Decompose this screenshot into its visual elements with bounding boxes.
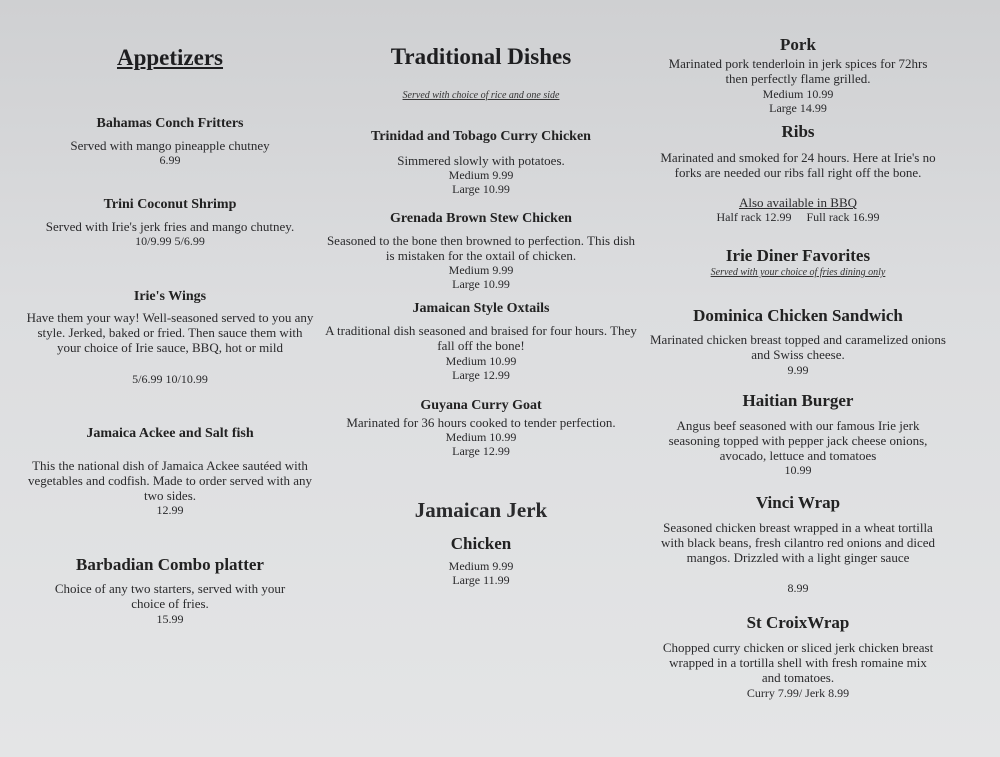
item-price: 12.99 <box>156 503 184 517</box>
traditional-column <box>325 0 637 757</box>
item-description: Seasoned to the bone then browned to perfection. This dish is mistaken for the oxtail of chicken. <box>326 233 636 263</box>
item-name: Haitian Burger <box>742 391 854 410</box>
item-name: Trini Coconut Shrimp <box>103 197 237 212</box>
item-name: Jamaica Ackee and Salt fish <box>86 426 254 441</box>
item-name: Jamaican Style Oxtails <box>412 301 550 316</box>
item-description: Marinated chicken breast topped and caramelized onions and Swiss cheese. <box>650 332 946 362</box>
item-description: Have them your way! Well-seasoned served to you any style. Jerked, baked or fried. Then sauce them with your choice of Irie sauce, BBQ, hot or mild <box>26 310 314 355</box>
appetizers-heading: Appetizers <box>116 45 224 70</box>
traditional-heading: Traditional Dishes <box>390 44 572 69</box>
item-price: Large 14.99 <box>769 101 827 115</box>
traditional-note: Served with choice of rice and one side <box>402 90 560 101</box>
favorites-heading: Irie Diner Favorites <box>725 246 871 265</box>
item-price: Medium 9.99 <box>448 168 514 182</box>
item-price: 5/6.99 10/10.99 <box>132 372 208 386</box>
item-price: 10.99 <box>784 463 812 477</box>
appetizers-column <box>20 0 320 757</box>
item-name: St CroixWrap <box>746 613 850 632</box>
item-description: This the national dish of Jamaica Ackee sautéed with vegetables and codfish. Made to order served with any two sides. <box>27 458 313 503</box>
item-description: Chopped curry chicken or sliced jerk chicken breast wrapped in a tortilla shell with fresh romaine mix and tomatoes. <box>662 640 934 685</box>
item-price: 8.99 <box>787 581 809 595</box>
item-name: Irie's Wings <box>133 289 207 304</box>
item-price: Curry 7.99/ Jerk 8.99 <box>746 686 850 700</box>
item-description: Simmered slowly with potatoes. <box>397 153 565 168</box>
item-description: Seasoned chicken breast wrapped in a wheat tortilla with black beans, fresh cilantro red onions and diced mangos. Drizzled with a light ginger sauce <box>661 520 935 565</box>
item-price: 6.99 <box>159 153 181 167</box>
item-description: Marinated for 36 hours cooked to tender perfection. <box>346 415 616 430</box>
item-price: Medium 9.99 <box>448 263 514 277</box>
item-price: Medium 10.99 <box>445 354 517 368</box>
pork-name: Pork <box>780 35 816 54</box>
item-name: Barbadian Combo platter <box>76 555 264 574</box>
item-price: Large 11.99 <box>452 573 510 587</box>
bbq-note: Also available in BBQ <box>738 195 858 210</box>
item-name: Grenada Brown Stew Chicken <box>390 211 572 226</box>
item-price: Medium 10.99 <box>445 430 517 444</box>
item-name: Trinidad and Tobago Curry Chicken <box>371 129 591 144</box>
item-description: Marinated pork tenderloin in jerk spices for 72hrs then perfectly flame grilled. <box>668 56 928 86</box>
item-name: Vinci Wrap <box>755 493 841 512</box>
item-price: Large 12.99 <box>452 368 510 382</box>
item-description: A traditional dish seasoned and braised for four hours. They fall off the bone! <box>325 323 637 353</box>
item-description: Marinated and smoked for 24 hours. Here at Irie's no forks are needed our ribs fall right off the bone. <box>660 150 936 180</box>
ribs-name: Ribs <box>781 122 815 141</box>
item-price: Medium 9.99 <box>448 559 514 573</box>
item-price: 15.99 <box>156 612 184 626</box>
item-price: 10/9.99 5/6.99 <box>135 234 205 248</box>
item-name: Dominica Chicken Sandwich <box>693 306 903 325</box>
item-price: 9.99 <box>787 363 809 377</box>
item-description: Angus beef seasoned with our famous Irie jerk seasoning topped with pepper jack cheese onions, avocado, lettuce and tomatoes <box>668 418 928 463</box>
item-name: Bahamas Conch Fritters <box>96 116 244 131</box>
item-price: Half rack 12.99 Full rack 16.99 <box>716 210 880 224</box>
item-description: Served with Irie's jerk fries and mango chutney. <box>45 219 295 234</box>
item-price: Large 10.99 <box>452 182 510 196</box>
item-description: Choice of any two starters, served with your choice of fries. <box>54 581 286 611</box>
item-name: Guyana Curry Goat <box>420 398 542 413</box>
item-price: Large 10.99 <box>452 277 510 291</box>
favorites-note: Served with your choice of fries dining only <box>710 267 886 278</box>
jerk-heading: Jamaican Jerk <box>414 498 548 522</box>
item-price: Medium 10.99 <box>762 87 834 101</box>
item-price: Large 12.99 <box>452 444 510 458</box>
jerk-item-name: Chicken <box>450 534 512 553</box>
favorites-column <box>648 0 948 757</box>
item-description: Served with mango pineapple chutney <box>70 138 270 153</box>
